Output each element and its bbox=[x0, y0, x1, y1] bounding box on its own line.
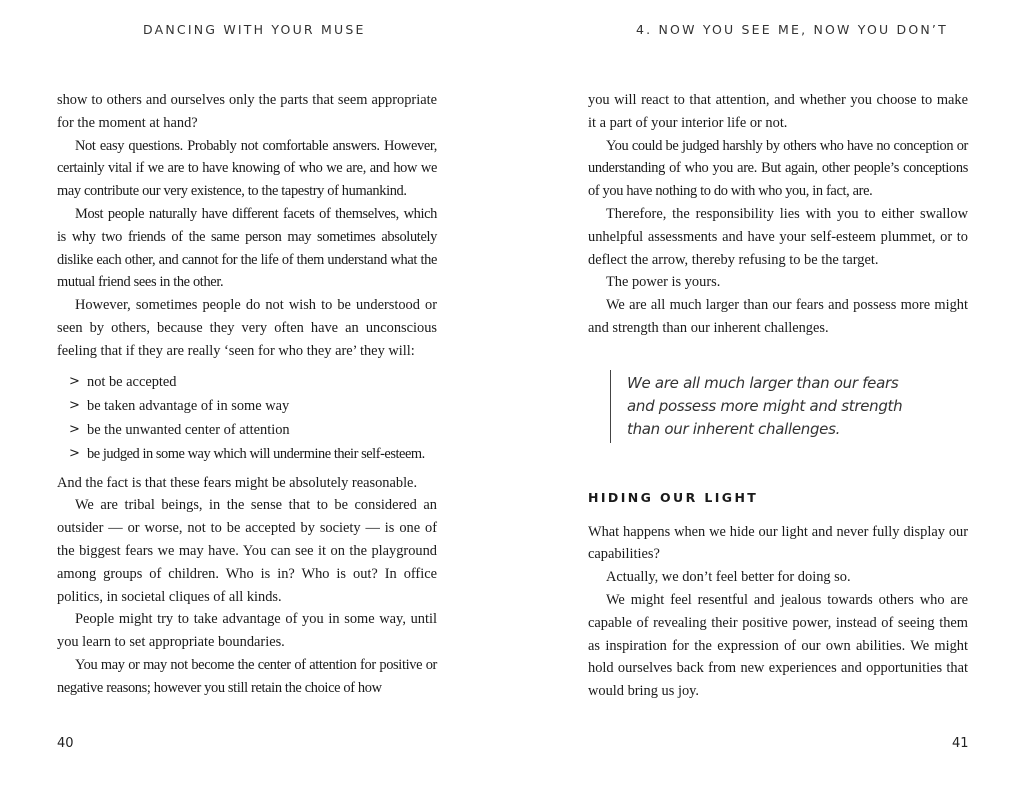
running-head-left: DANCING WITH YOUR MUSE bbox=[143, 22, 366, 37]
paragraph: Actually, we don’t feel better for doing so. bbox=[606, 569, 851, 586]
list-item: > be the unwanted center of attention bbox=[57, 418, 437, 442]
paragraph: show to others and ourselves only the parts that seem appropriate for the moment at hand? bbox=[57, 92, 437, 131]
list-item: > be judged in some way which will undermine their self-esteem. bbox=[57, 442, 437, 466]
paragraph: And the fact is that these fears might be absolutely reasonable. bbox=[57, 474, 418, 491]
paragraph: You may or may not become the center of attention for positive or negative reasons; however you still retain the choice of how bbox=[57, 656, 437, 696]
page-number-right: 41 bbox=[952, 736, 969, 751]
section-heading: HIDING OUR LIGHT bbox=[588, 489, 759, 505]
bullet-marker-icon: > bbox=[69, 421, 80, 437]
pull-quote bbox=[610, 370, 968, 443]
bullet-marker-icon: > bbox=[69, 373, 80, 389]
pull-quote-line: and possess more might and strength bbox=[627, 396, 903, 415]
bullet-marker-icon: > bbox=[69, 397, 80, 413]
paragraph: Not easy questions. Probably not comfortable answers. However, certainly vital if we are to have knowing of who we are, and how we may contribute our very existence, to the tapestry of humankind. bbox=[57, 137, 437, 200]
bullet-list bbox=[57, 370, 437, 466]
list-item: > not be accepted bbox=[57, 370, 437, 394]
right-page bbox=[512, 0, 1024, 797]
paragraph: Therefore, the responsibility lies with you to either swallow unhelpful assessments and have your self-esteem plummet, or to deflect the arrow, thereby refusing to be the target. bbox=[588, 205, 968, 268]
paragraph: We might feel resentful and jealous towards others who are capable of revealing their positive power, instead of seeing them as inspiration for the expression of our own abilities. We might hold ourselves back from new experiences and opportunities that would bring us joy. bbox=[588, 591, 968, 700]
pull-quote-line: We are all much larger than our fears bbox=[627, 373, 899, 392]
paragraph: What happens when we hide our light and never fully display our capabilities? bbox=[588, 523, 968, 563]
paragraph: People might try to take advantage of you in some way, until you learn to set appropriate boundaries. bbox=[57, 611, 437, 651]
paragraph: you will react to that attention, and whether you choose to make it a part of your interior life or not. bbox=[588, 92, 968, 131]
list-item: > be taken advantage of in some way bbox=[57, 394, 437, 418]
left-body-text bbox=[57, 89, 437, 700]
paragraph: We are all much larger than our fears and possess more might and strength than our inherent challenges. bbox=[588, 297, 968, 336]
page-number-left: 40 bbox=[57, 736, 74, 751]
paragraph: The power is yours. bbox=[606, 274, 721, 291]
right-body-text bbox=[588, 89, 968, 703]
running-head-right: 4. NOW YOU SEE ME, NOW YOU DON’T bbox=[636, 22, 948, 37]
pull-quote-line: than our inherent challenges. bbox=[627, 419, 841, 438]
paragraph: You could be judged harshly by others who have no conception or understanding of who you are. But again, other people’s conceptions of you have nothing to do with who you, in fact, are. bbox=[588, 137, 968, 200]
paragraph: However, sometimes people do not wish to be understood or seen by others, because they very often have an unconscious feeling that if they are really ‘seen for who they are’ they will: bbox=[57, 297, 437, 359]
paragraph: We are tribal beings, in the sense that to be considered an outsider — or worse, not to be accepted by society — is one of the biggest fears we may have. You can see it on the playground among groups of children. Who is in? Who is out? In office politics, in societal cliques of all kinds. bbox=[57, 497, 437, 605]
bullet-marker-icon: > bbox=[69, 445, 80, 461]
paragraph: Most people naturally have different facets of themselves, which is why two friends of the same person may sometimes absolutely dislike each other, and cannot for the life of them understand what the mutual friend sees in the other. bbox=[57, 205, 437, 291]
